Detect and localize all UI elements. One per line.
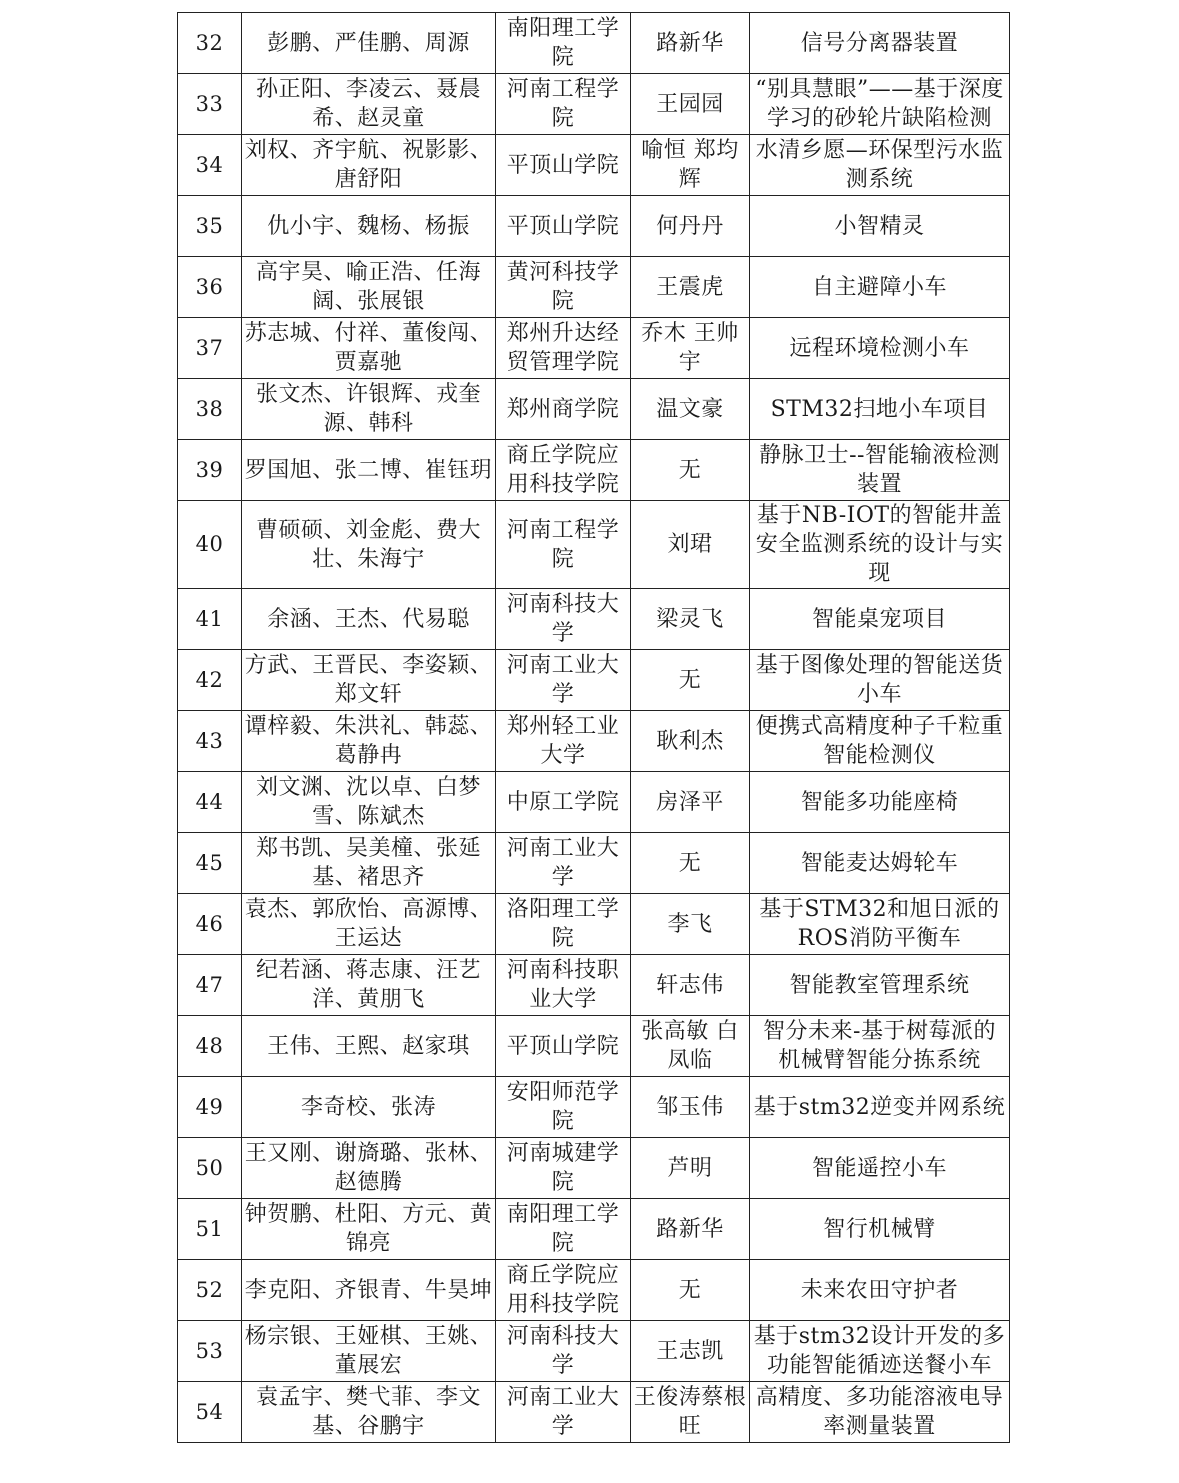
table-row bbox=[178, 1077, 1010, 1138]
project-name: STM32扫地小车项目 bbox=[750, 379, 1010, 440]
row-number: 36 bbox=[178, 257, 242, 318]
row-number: 37 bbox=[178, 318, 242, 379]
row-number: 34 bbox=[178, 135, 242, 196]
team-members: 李奇校、张涛 bbox=[242, 1077, 496, 1138]
advisor-name: 无 bbox=[631, 1260, 750, 1321]
row-number: 53 bbox=[178, 1321, 242, 1382]
advisor-name: 王志凯 bbox=[631, 1321, 750, 1382]
advisor-name: 房泽平 bbox=[631, 772, 750, 833]
table-row bbox=[178, 589, 1010, 650]
table-row bbox=[178, 1260, 1010, 1321]
advisor-name: 邹玉伟 bbox=[631, 1077, 750, 1138]
advisor-name: 轩志伟 bbox=[631, 955, 750, 1016]
advisor-name: 芦明 bbox=[631, 1138, 750, 1199]
school-name: 河南工业大学 bbox=[496, 650, 631, 711]
project-name: 基于stm32逆变并网系统 bbox=[750, 1077, 1010, 1138]
project-name: 基于stm32设计开发的多功能智能循迹送餐小车 bbox=[750, 1321, 1010, 1382]
advisor-name: 喻恒 郑均辉 bbox=[631, 135, 750, 196]
team-members: 方武、王晋民、李姿颖、郑文轩 bbox=[242, 650, 496, 711]
school-name: 河南科技职业大学 bbox=[496, 955, 631, 1016]
school-name: 河南工业大学 bbox=[496, 1382, 631, 1443]
advisor-name: 刘珺 bbox=[631, 501, 750, 589]
project-name: 未来农田守护者 bbox=[750, 1260, 1010, 1321]
team-members: 仇小宇、魏杨、杨振 bbox=[242, 196, 496, 257]
school-name: 南阳理工学院 bbox=[496, 13, 631, 74]
team-members: 苏志城、付祥、董俊闯、贾嘉驰 bbox=[242, 318, 496, 379]
project-name: 智行机械臂 bbox=[750, 1199, 1010, 1260]
school-name: 郑州商学院 bbox=[496, 379, 631, 440]
project-name: 智分未来-基于树莓派的机械臂智能分拣系统 bbox=[750, 1016, 1010, 1077]
table-row bbox=[178, 135, 1010, 196]
team-members: 张文杰、许银辉、戎奎源、韩科 bbox=[242, 379, 496, 440]
team-members: 杨宗银、王娅棋、王姚、董展宏 bbox=[242, 1321, 496, 1382]
row-number: 47 bbox=[178, 955, 242, 1016]
row-number: 40 bbox=[178, 501, 242, 589]
school-name: 郑州轻工业大学 bbox=[496, 711, 631, 772]
school-name: 商丘学院应用科技学院 bbox=[496, 1260, 631, 1321]
school-name: 黄河科技学院 bbox=[496, 257, 631, 318]
team-members: 余涵、王杰、代易聪 bbox=[242, 589, 496, 650]
table-row bbox=[178, 772, 1010, 833]
school-name: 河南工业大学 bbox=[496, 833, 631, 894]
school-name: 平顶山学院 bbox=[496, 135, 631, 196]
project-name: 智能教室管理系统 bbox=[750, 955, 1010, 1016]
table-row bbox=[178, 440, 1010, 501]
school-name: 南阳理工学院 bbox=[496, 1199, 631, 1260]
school-name: 中原工学院 bbox=[496, 772, 631, 833]
row-number: 41 bbox=[178, 589, 242, 650]
table-row bbox=[178, 1382, 1010, 1443]
row-number: 46 bbox=[178, 894, 242, 955]
team-members: 王伟、王熙、赵家琪 bbox=[242, 1016, 496, 1077]
team-members: 郑书凯、吴美橦、张延基、褚思齐 bbox=[242, 833, 496, 894]
project-name: 水清乡愿—环保型污水监测系统 bbox=[750, 135, 1010, 196]
table-row bbox=[178, 894, 1010, 955]
project-name: 高精度、多功能溶液电导率测量装置 bbox=[750, 1382, 1010, 1443]
project-name: 基于图像处理的智能送货小车 bbox=[750, 650, 1010, 711]
project-name: 便携式高精度种子千粒重智能检测仪 bbox=[750, 711, 1010, 772]
row-number: 51 bbox=[178, 1199, 242, 1260]
table-row bbox=[178, 501, 1010, 589]
advisor-name: 王园园 bbox=[631, 74, 750, 135]
team-members: 纪若涵、蒋志康、汪艺洋、黄朋飞 bbox=[242, 955, 496, 1016]
table-row bbox=[178, 74, 1010, 135]
school-name: 安阳师范学院 bbox=[496, 1077, 631, 1138]
project-name: 智能桌宠项目 bbox=[750, 589, 1010, 650]
row-number: 33 bbox=[178, 74, 242, 135]
project-name: 智能麦达姆轮车 bbox=[750, 833, 1010, 894]
row-number: 32 bbox=[178, 13, 242, 74]
project-name: 静脉卫士--智能输液检测装置 bbox=[750, 440, 1010, 501]
advisor-name: 温文豪 bbox=[631, 379, 750, 440]
project-name: 基于NB-IOT的智能井盖安全监测系统的设计与实现 bbox=[750, 501, 1010, 589]
team-members: 刘文渊、沈以卓、白梦雪、陈斌杰 bbox=[242, 772, 496, 833]
row-number: 54 bbox=[178, 1382, 242, 1443]
table-row bbox=[178, 379, 1010, 440]
table-row bbox=[178, 1138, 1010, 1199]
project-name: 远程环境检测小车 bbox=[750, 318, 1010, 379]
advisor-name: 无 bbox=[631, 650, 750, 711]
advisor-name: 耿利杰 bbox=[631, 711, 750, 772]
advisor-name: 梁灵飞 bbox=[631, 589, 750, 650]
team-members: 彭鹏、严佳鹏、周源 bbox=[242, 13, 496, 74]
team-members: 罗国旭、张二博、崔钰玥 bbox=[242, 440, 496, 501]
row-number: 50 bbox=[178, 1138, 242, 1199]
table-row bbox=[178, 196, 1010, 257]
project-name: 信号分离器装置 bbox=[750, 13, 1010, 74]
project-name: 基于STM32和旭日派的ROS消防平衡车 bbox=[750, 894, 1010, 955]
table-body bbox=[178, 13, 1010, 1443]
school-name: 河南工程学院 bbox=[496, 501, 631, 589]
team-members: 刘权、齐宇航、祝影影、唐舒阳 bbox=[242, 135, 496, 196]
row-number: 48 bbox=[178, 1016, 242, 1077]
school-name: 河南城建学院 bbox=[496, 1138, 631, 1199]
table-row bbox=[178, 955, 1010, 1016]
table-row bbox=[178, 833, 1010, 894]
team-members: 王又刚、谢旖璐、张林、赵德腾 bbox=[242, 1138, 496, 1199]
row-number: 43 bbox=[178, 711, 242, 772]
school-name: 郑州升达经贸管理学院 bbox=[496, 318, 631, 379]
row-number: 49 bbox=[178, 1077, 242, 1138]
table-row bbox=[178, 1016, 1010, 1077]
project-name: “别具慧眼”——基于深度学习的砂轮片缺陷检测 bbox=[750, 74, 1010, 135]
team-members: 袁孟宇、樊弋菲、李文基、谷鹏宇 bbox=[242, 1382, 496, 1443]
team-members: 李克阳、齐银青、牛昊坤 bbox=[242, 1260, 496, 1321]
project-name: 智能遥控小车 bbox=[750, 1138, 1010, 1199]
advisor-name: 乔木 王帅宇 bbox=[631, 318, 750, 379]
school-name: 河南科技大学 bbox=[496, 1321, 631, 1382]
advisor-name: 王震虎 bbox=[631, 257, 750, 318]
school-name: 商丘学院应用科技学院 bbox=[496, 440, 631, 501]
team-members: 钟贺鹏、杜阳、方元、黄锦亮 bbox=[242, 1199, 496, 1260]
advisor-name: 何丹丹 bbox=[631, 196, 750, 257]
competition-table bbox=[177, 12, 1010, 1443]
row-number: 39 bbox=[178, 440, 242, 501]
school-name: 平顶山学院 bbox=[496, 1016, 631, 1077]
school-name: 河南工程学院 bbox=[496, 74, 631, 135]
project-name: 智能多功能座椅 bbox=[750, 772, 1010, 833]
advisor-name: 张高敏 白凤临 bbox=[631, 1016, 750, 1077]
table-row bbox=[178, 711, 1010, 772]
school-name: 平顶山学院 bbox=[496, 196, 631, 257]
table-row bbox=[178, 318, 1010, 379]
advisor-name: 路新华 bbox=[631, 13, 750, 74]
table-row bbox=[178, 1199, 1010, 1260]
advisor-name: 李飞 bbox=[631, 894, 750, 955]
advisor-name: 王俊涛蔡根旺 bbox=[631, 1382, 750, 1443]
school-name: 洛阳理工学院 bbox=[496, 894, 631, 955]
team-members: 孙正阳、李凌云、聂晨希、赵灵童 bbox=[242, 74, 496, 135]
row-number: 45 bbox=[178, 833, 242, 894]
team-members: 谭梓毅、朱洪礼、韩蕊、葛静冉 bbox=[242, 711, 496, 772]
table-row bbox=[178, 257, 1010, 318]
table-row bbox=[178, 650, 1010, 711]
advisor-name: 无 bbox=[631, 833, 750, 894]
school-name: 河南科技大学 bbox=[496, 589, 631, 650]
row-number: 44 bbox=[178, 772, 242, 833]
team-members: 高宇昊、喻正浩、任海阔、张展银 bbox=[242, 257, 496, 318]
row-number: 35 bbox=[178, 196, 242, 257]
row-number: 52 bbox=[178, 1260, 242, 1321]
row-number: 38 bbox=[178, 379, 242, 440]
advisor-name: 无 bbox=[631, 440, 750, 501]
project-name: 自主避障小车 bbox=[750, 257, 1010, 318]
table-row bbox=[178, 13, 1010, 74]
advisor-name: 路新华 bbox=[631, 1199, 750, 1260]
team-members: 袁杰、郭欣怡、高源博、王运达 bbox=[242, 894, 496, 955]
project-name: 小智精灵 bbox=[750, 196, 1010, 257]
team-members: 曹硕硕、刘金彪、费大壮、朱海宁 bbox=[242, 501, 496, 589]
row-number: 42 bbox=[178, 650, 242, 711]
table-row bbox=[178, 1321, 1010, 1382]
